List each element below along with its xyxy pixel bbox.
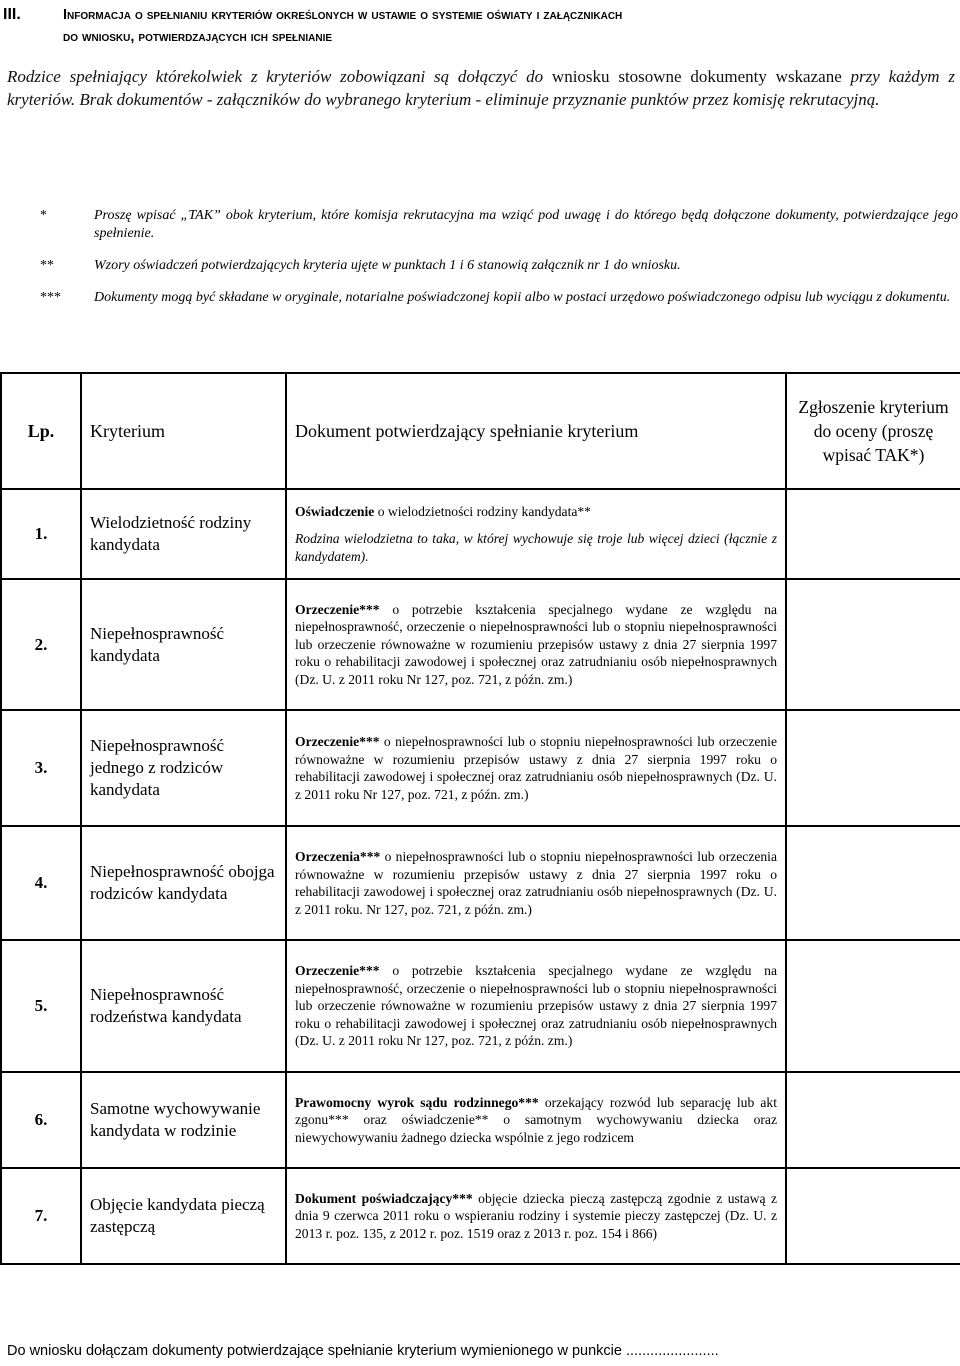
header-lp: Lp. — [1, 373, 81, 489]
table-row — [1, 489, 960, 579]
section-title-line2: do wniosku, potwierdzających ich spełnianie — [63, 29, 333, 45]
header-document: Dokument potwierdzający spełnianie kryterium — [286, 373, 786, 489]
header-criterion: Kryterium — [81, 373, 286, 489]
document-cell — [286, 826, 786, 940]
document-cell — [286, 1168, 786, 1264]
document-cell — [286, 579, 786, 710]
row-number: 7. — [1, 1168, 81, 1264]
section-title-line1: Informacja o spełnianiu kryteriów określonych w ustawie o systemie oświaty i załącznikach — [63, 7, 623, 23]
criterion-name: Niepełnosprawność jednego z rodziców kandydata — [81, 710, 286, 826]
row-number: 4. — [1, 826, 81, 940]
attachment-statement: Do wniosku dołączam dokumenty potwierdzające spełnianie kryterium wymienionego w punkcie ....................... — [7, 1343, 719, 1359]
document-bold: Orzeczenie*** — [295, 963, 380, 979]
document-description: Rodzina wielodzietna to taka, w której wychowuje się troje lub więcej dzieci (łącznie z kandydatem). — [295, 531, 777, 564]
row-number: 2. — [1, 579, 81, 710]
table-row — [1, 1072, 960, 1168]
intro-paragraph — [7, 65, 955, 111]
document-cell — [286, 940, 786, 1072]
document-cell — [286, 489, 786, 579]
criterion-name: Niepełnosprawność rodzeństwa kandydata — [81, 940, 286, 1072]
footnote-mark: * — [40, 208, 47, 223]
section-number: III. — [3, 6, 21, 23]
document-text: objęcie dziecka pieczą zastępczą zgodnie z ustawą z dnia 9 czerwca 2011 roku o wspieraniu rodziny i systemie pieczy zastępczej (Dz. U. z 2013 r. poz. 135, z 2012 r. poz. 1519 oraz z 2013 r. poz. 154 i 866) — [295, 1190, 777, 1241]
table-row — [1, 579, 960, 710]
document-text: o potrzebie kształcenia specjalnego wydane ze względu na niepełnosprawność, orzeczenie o niepełnosprawności lub o stopniu niepełnosprawności lub orzeczenie równoważne w rozumieniu przepisów ustawy z dnia 27 sierpnia 1997 roku o rehabilitacji zawodowej i społecznej oraz zatrudnianiu osób niepełnosprawnych (Dz. U. z 2011 roku Nr 127, poz. 721, z późn. zm.) — [295, 963, 777, 1049]
document-bold: Orzeczenie*** — [295, 734, 380, 749]
footnote — [40, 257, 958, 275]
row-number: 6. — [1, 1072, 81, 1168]
declaration-cell[interactable] — [786, 489, 960, 579]
intro-part2: wniosku stosowne dokumenty wskazane — [551, 67, 842, 86]
table-row — [1, 940, 960, 1072]
row-number: 1. — [1, 489, 81, 579]
document-text: orzekający rozwód lub separację lub akt zgonu*** oraz oświadczenie** o samotnym wychowywaniu dziecka oraz niewychowywaniu żadnego dziecka wspólnie z jego rodzicem — [295, 1094, 777, 1145]
document-text: o niepełnosprawności lub o stopniu niepełnosprawności lub orzeczenia równoważne w rozumieniu przepisów ustawy z dnia 27 sierpnia 1997 roku o rehabilitacji zawodowej i społecznej oraz zatrudnianiu osób niepełnosprawnych (Dz. U. z 2011 roku. Nr 127, poz. 721, z późn. zm.) — [295, 849, 777, 917]
footnote-text: Proszę wpisać „TAK” obok kryterium, które komisja rekrutacyjna ma wziąć pod uwagę i do którego będą dołączone dokumenty, potwierdzające jego spełnienie. — [94, 208, 958, 241]
table-header-row — [1, 373, 960, 489]
intro-part3: przy każdym z kryteriów. Brak dokumentów - załączników do wybranego kryterium - eliminuje przyznanie punktów przez komisję rekrutacyjną. — [7, 67, 955, 109]
document-text: o potrzebie kształcenia specjalnego wydane ze względu na niepełnosprawność, orzeczenie o niepełnosprawności lub o stopniu niepełnosprawności lub orzeczenie równoważne w rozumieniu przepisów ustawy z dnia 27 sierpnia 1997 roku o rehabilitacji zawodowej i społecznej oraz zatrudnianiu osób niepełnosprawnych (Dz. U. z 2011 roku Nr 127, poz. 721, z późn. zm.) — [295, 601, 777, 687]
criteria-table — [0, 372, 960, 1265]
table-row — [1, 710, 960, 826]
footnote-text: Dokumenty mogą być składane w oryginale, notarialne poświadczonej kopii albo w postaci urzędowo poświadczonego odpisu lub wyciągu z dokumentu. — [94, 290, 951, 305]
criterion-name: Niepełnosprawność obojga rodziców kandydata — [81, 826, 286, 940]
criterion-name: Niepełnosprawność kandydata — [81, 579, 286, 710]
declaration-cell[interactable] — [786, 1168, 960, 1264]
document-bold: Dokument poświadczający*** — [295, 1190, 473, 1206]
document-bold: Orzeczenie*** — [295, 601, 380, 617]
declaration-cell[interactable] — [786, 710, 960, 826]
header-declaration: Zgłoszenie kryterium do oceny (proszę wpisać TAK*) — [786, 373, 960, 489]
criterion-name: Samotne wychowywanie kandydata w rodzinie — [81, 1072, 286, 1168]
intro-part1: Rodzice spełniający którekolwiek z kryteriów zobowiązani są dołączyć do — [7, 67, 552, 86]
section-heading — [3, 4, 953, 48]
declaration-cell[interactable] — [786, 1072, 960, 1168]
document-cell — [286, 1072, 786, 1168]
footnote-mark: *** — [40, 290, 61, 305]
document-text: o niepełnosprawności lub o stopniu niepełnosprawności lub orzeczenie równoważne w rozumieniu przepisów ustawy z dnia 27 sierpnia 1997 roku o rehabilitacji zawodowej i społecznej oraz zatrudnianiu osób niepełnosprawnych (Dz. U. z 2011 roku Nr 127, poz. 721, z późn. zm.) — [295, 734, 777, 802]
criterion-name: Wielodzietność rodziny kandydata — [81, 489, 286, 579]
document-bold: Prawomocny wyrok sądu rodzinnego*** — [295, 1094, 539, 1110]
row-number: 5. — [1, 940, 81, 1072]
row-number: 3. — [1, 710, 81, 826]
footnote-text: Wzory oświadczeń potwierdzających kryteria ujęte w punktach 1 i 6 stanowią załącznik nr 1 do wniosku. — [94, 258, 681, 273]
table-row — [1, 1168, 960, 1264]
footnote — [40, 207, 958, 243]
table-row — [1, 826, 960, 940]
document-bold: Oświadczenie — [295, 503, 375, 519]
document-bold: Orzeczenia*** — [295, 849, 381, 864]
footnotes — [40, 207, 958, 321]
footnote — [40, 289, 958, 307]
document-text: o wielodzietności rodziny kandydata** — [374, 503, 591, 519]
criterion-name: Objęcie kandydata pieczą zastępczą — [81, 1168, 286, 1264]
declaration-cell[interactable] — [786, 826, 960, 940]
declaration-cell[interactable] — [786, 579, 960, 710]
declaration-cell[interactable] — [786, 940, 960, 1072]
footnote-mark: ** — [40, 258, 54, 273]
document-cell — [286, 710, 786, 826]
